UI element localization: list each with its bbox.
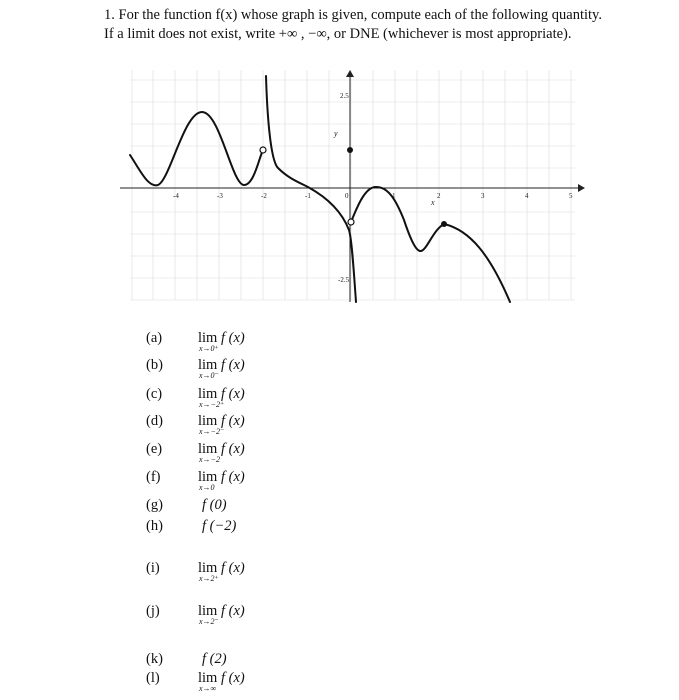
y-top-label: 2.5 <box>340 92 349 100</box>
part-label: (f) <box>146 469 161 485</box>
x-tick-label: 1 <box>392 192 396 200</box>
part-label: (i) <box>146 560 160 576</box>
function-expression: f (x) <box>220 413 245 429</box>
part-expression <box>198 469 245 492</box>
x-tick-label: -2 <box>261 192 267 200</box>
x-tick-label: 3 <box>481 192 485 200</box>
limit-subscript: x→2⁺ <box>199 574 219 583</box>
part-label: (k) <box>146 651 163 667</box>
function-expression: f (x) <box>220 603 245 619</box>
open-point-left-wave-end <box>260 147 266 153</box>
function-expression: f (x) <box>220 386 245 402</box>
limit-subscript: x→−2 <box>199 455 220 464</box>
question-line-1: 1. For the function f(x) whose graph is given, compute each of the following quantity. <box>104 7 602 23</box>
part-label: (a) <box>146 330 163 346</box>
limit-operator <box>198 413 225 436</box>
part-label: (b) <box>146 357 163 373</box>
limit-operator <box>198 560 219 583</box>
part-expression <box>198 560 245 583</box>
lim-text: lim <box>198 413 218 429</box>
limit-operator <box>198 603 219 626</box>
part-expression <box>202 651 227 668</box>
curve-middle-wave <box>351 187 444 251</box>
lim-text: lim <box>198 670 218 686</box>
function-expression: f (−2) <box>202 518 237 534</box>
limit-subscript: x→0⁺ <box>199 344 219 353</box>
x-tick-label: -1 <box>305 192 311 200</box>
x-axis-arrow <box>578 184 585 192</box>
part-label: (l) <box>146 670 160 686</box>
limit-subscript: x→∞ <box>199 684 217 693</box>
part-label: (h) <box>146 518 163 534</box>
part-expression <box>198 603 245 626</box>
function-graph <box>120 70 590 310</box>
part-label: (d) <box>146 413 163 429</box>
limit-subscript: x→0 <box>199 483 215 492</box>
part-label: (g) <box>146 497 163 513</box>
part-expression <box>202 518 236 535</box>
limit-subscript: x→2⁻ <box>199 617 219 626</box>
x-tick-label: -3 <box>217 192 223 200</box>
x-axis-label: x <box>431 198 435 207</box>
curve-left-wave <box>130 112 263 185</box>
filled-point-right-tail-start <box>441 221 447 227</box>
part-expression <box>198 413 245 436</box>
limit-operator <box>198 386 225 409</box>
limit-subscript: x→−2⁺ <box>199 400 225 409</box>
lim-text: lim <box>198 330 218 346</box>
part-expression <box>202 497 227 514</box>
part-expression <box>198 441 245 464</box>
part-expression <box>198 330 245 353</box>
y-bottom-label: -2.5 <box>338 276 350 284</box>
function-expression: f (x) <box>220 670 245 686</box>
lim-text: lim <box>198 603 218 619</box>
function-expression: f (2) <box>202 651 227 667</box>
function-expression: f (x) <box>220 357 245 373</box>
filled-point-on-y-axis <box>347 147 353 153</box>
lim-text: lim <box>198 441 218 457</box>
function-expression: f (x) <box>220 441 245 457</box>
limit-operator <box>198 670 218 693</box>
part-expression <box>198 386 245 409</box>
y-axis-arrow <box>346 70 354 77</box>
function-expression: f (x) <box>220 330 245 346</box>
y-axis-label: y <box>334 129 338 138</box>
part-label: (e) <box>146 441 163 457</box>
limit-operator <box>198 330 219 353</box>
open-point-middle-wave-start <box>348 219 354 225</box>
part-label: (c) <box>146 386 163 402</box>
limit-operator <box>198 441 220 464</box>
x-tick-label: 2 <box>437 192 441 200</box>
lim-text: lim <box>198 469 218 485</box>
limit-operator <box>198 357 219 380</box>
lim-text: lim <box>198 386 218 402</box>
lim-text: lim <box>198 357 218 373</box>
function-expression: f (x) <box>220 469 245 485</box>
limit-subscript: x→0⁻ <box>199 371 219 380</box>
x-tick-label: 5 <box>569 192 573 200</box>
limit-subscript: x→−2⁻ <box>199 427 225 436</box>
part-expression <box>198 670 245 693</box>
x-tick-label: 4 <box>525 192 529 200</box>
part-label: (j) <box>146 603 160 619</box>
limit-operator <box>198 469 218 492</box>
x-tick-label: -4 <box>173 192 179 200</box>
function-expression: f (0) <box>202 497 227 513</box>
curve-right-tail <box>444 224 510 302</box>
question-line-2: If a limit does not exist, write +∞ , −∞, or DNE (whichever is most appropriate). <box>104 26 572 42</box>
curve-asymptote-left-branch <box>266 76 356 302</box>
function-expression: f (x) <box>220 560 245 576</box>
question-text <box>104 6 664 44</box>
part-expression <box>198 357 245 380</box>
lim-text: lim <box>198 560 218 576</box>
x-tick-label: 0 <box>345 192 349 200</box>
